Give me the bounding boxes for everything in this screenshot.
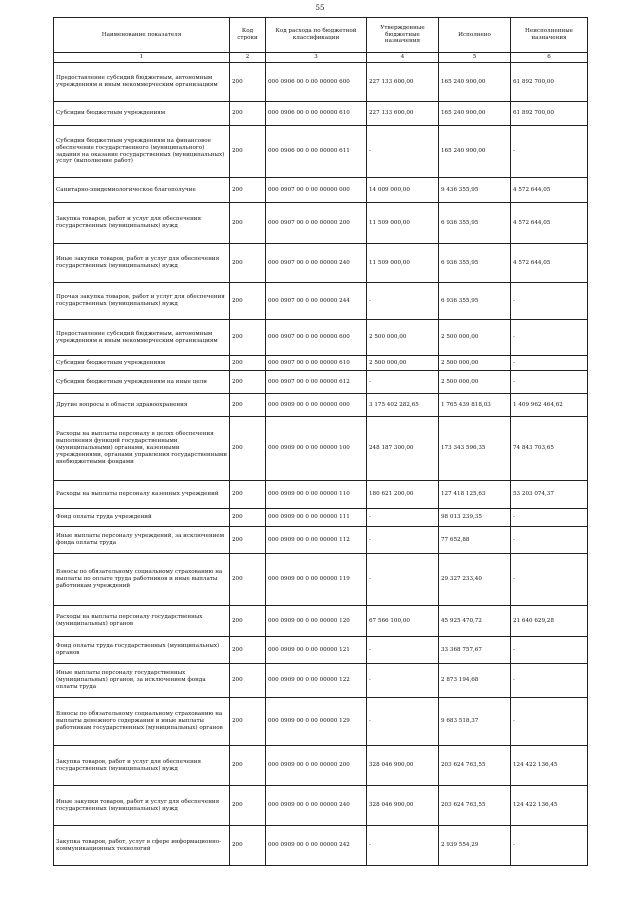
executed-amount: 6 936 355,95 (439, 283, 511, 320)
indicator-name: Взносы по обязательному социальному страхованию на выплаты по оплате труда работников и иные выплаты работникам учреждений (54, 554, 230, 606)
approved-amount: - (367, 664, 439, 698)
table-row (54, 606, 588, 637)
executed-amount: 165 240 900,00 (439, 102, 511, 126)
approved-amount: - (367, 527, 439, 554)
indicator-name: Расходы на выплаты персоналу государственных (муниципальных) органов (54, 606, 230, 637)
line-code: 200 (230, 244, 266, 283)
executed-amount: 127 418 125,63 (439, 481, 511, 509)
indicator-name: Иные выплаты персоналу государственных (муниципальных) органов, за исключением фонда оплаты труда (54, 664, 230, 698)
unexecuted-amount: - (511, 356, 588, 371)
line-code: 200 (230, 509, 266, 527)
unexecuted-amount: - (511, 371, 588, 394)
table-row (54, 320, 588, 356)
table-row (54, 637, 588, 664)
unexecuted-amount: - (511, 664, 588, 698)
unexecuted-amount: - (511, 126, 588, 178)
classification-code: 000 0907 00 0 00 00000 610 (266, 356, 367, 371)
executed-amount: 2 873 194,68 (439, 664, 511, 698)
table-row (54, 826, 588, 866)
header-approved-assignments: Утвержденные бюджетные назначения (367, 18, 439, 53)
unexecuted-amount: 74 843 703,65 (511, 417, 588, 481)
executed-amount: 45 925 470,72 (439, 606, 511, 637)
executed-amount: 98 013 239,35 (439, 509, 511, 527)
table-row (54, 664, 588, 698)
classification-code: 000 0906 00 0 00 00000 600 (266, 63, 367, 102)
approved-amount: 180 621 200,00 (367, 481, 439, 509)
approved-amount: - (367, 698, 439, 746)
approved-amount: - (367, 554, 439, 606)
table-row (54, 371, 588, 394)
classification-code: 000 0907 00 0 00 00000 612 (266, 371, 367, 394)
approved-amount: 2 500 000,00 (367, 356, 439, 371)
line-code: 200 (230, 283, 266, 320)
classification-code: 000 0909 00 0 00 00000 110 (266, 481, 367, 509)
approved-amount: 14 009 000,00 (367, 178, 439, 203)
header-executed: Исполнено (439, 18, 511, 53)
table-row (54, 356, 588, 371)
table-row (54, 178, 588, 203)
executed-amount: 203 624 763,55 (439, 746, 511, 786)
classification-code: 000 0907 00 0 00 00000 200 (266, 203, 367, 244)
indicator-name: Санитарно-эпидемиологическое благополучие (54, 178, 230, 203)
line-code: 200 (230, 826, 266, 866)
page-number: 55 (315, 4, 325, 12)
classification-code: 000 0909 00 0 00 00000 120 (266, 606, 367, 637)
line-code: 200 (230, 417, 266, 481)
approved-amount: 328 046 900,00 (367, 746, 439, 786)
approved-amount: 11 509 000,00 (367, 203, 439, 244)
executed-amount: 77 652,88 (439, 527, 511, 554)
indicator-name: Фонд оплаты труда учреждений (54, 509, 230, 527)
approved-amount: 328 046 900,00 (367, 786, 439, 826)
budget-execution-table (53, 17, 588, 866)
column-number: 5 (439, 53, 511, 63)
indicator-name: Предоставление субсидий бюджетным, автономным учреждениям и иным некоммерческим организациям (54, 63, 230, 102)
executed-amount: 173 343 596,35 (439, 417, 511, 481)
line-code: 200 (230, 63, 266, 102)
line-code: 200 (230, 320, 266, 356)
executed-amount: 165 240 900,00 (439, 126, 511, 178)
unexecuted-amount: - (511, 698, 588, 746)
indicator-name: Расходы на выплаты персоналу казенных учреждений (54, 481, 230, 509)
column-number-row (54, 53, 588, 63)
table-row (54, 698, 588, 746)
executed-amount: 2 500 000,00 (439, 371, 511, 394)
line-code: 200 (230, 786, 266, 826)
unexecuted-amount: 4 572 644,05 (511, 203, 588, 244)
executed-amount: 29 327 233,40 (439, 554, 511, 606)
executed-amount: 2 500 000,00 (439, 356, 511, 371)
unexecuted-amount: - (511, 320, 588, 356)
unexecuted-amount: 53 203 074,37 (511, 481, 588, 509)
classification-code: 000 0909 00 0 00 00000 111 (266, 509, 367, 527)
unexecuted-amount: 1 409 962 464,62 (511, 394, 588, 417)
classification-code: 000 0909 00 0 00 00000 200 (266, 746, 367, 786)
header-indicator-name: Наименование показателя (54, 18, 230, 53)
unexecuted-amount: 61 892 700,00 (511, 63, 588, 102)
indicator-name: Субсидии бюджетным учреждениям на иные цели (54, 371, 230, 394)
table-row (54, 746, 588, 786)
table-row (54, 63, 588, 102)
unexecuted-amount: - (511, 527, 588, 554)
classification-code: 000 0907 00 0 00 00000 240 (266, 244, 367, 283)
table-row (54, 244, 588, 283)
line-code: 200 (230, 356, 266, 371)
approved-amount: 227 133 600,00 (367, 102, 439, 126)
executed-amount: 33 368 757,67 (439, 637, 511, 664)
indicator-name: Иные выплаты персоналу учреждений, за исключением фонда оплаты труда (54, 527, 230, 554)
executed-amount: 1 765 439 818,03 (439, 394, 511, 417)
classification-code: 000 0909 00 0 00 00000 240 (266, 786, 367, 826)
column-number: 1 (54, 53, 230, 63)
line-code: 200 (230, 394, 266, 417)
table-row (54, 126, 588, 178)
table-row (54, 417, 588, 481)
line-code: 200 (230, 527, 266, 554)
table-row (54, 481, 588, 509)
indicator-name: Закупка товаров, работ и услуг для обеспечения государственных (муниципальных) нужд (54, 746, 230, 786)
unexecuted-amount: - (511, 509, 588, 527)
classification-code: 000 0909 00 0 00 00000 122 (266, 664, 367, 698)
executed-amount: 203 624 763,55 (439, 786, 511, 826)
table-row (54, 527, 588, 554)
executed-amount: 9 436 355,95 (439, 178, 511, 203)
line-code: 200 (230, 664, 266, 698)
executed-amount: 9 683 518,37 (439, 698, 511, 746)
table-row (54, 786, 588, 826)
indicator-name: Иные закупки товаров, работ и услуг для обеспечения государственных (муниципальных) нужд (54, 244, 230, 283)
indicator-name: Другие вопросы в области здравоохранения (54, 394, 230, 417)
table-row (54, 203, 588, 244)
classification-code: 000 0909 00 0 00 00000 121 (266, 637, 367, 664)
classification-code: 000 0906 00 0 00 00000 610 (266, 102, 367, 126)
line-code: 200 (230, 554, 266, 606)
classification-code: 000 0909 00 0 00 00000 119 (266, 554, 367, 606)
indicator-name: Взносы по обязательному социальному страхованию на выплаты денежного содержания и иные выплаты работникам государственных (муниципальных) органов (54, 698, 230, 746)
indicator-name: Фонд оплаты труда государственных (муниципальных) органов (54, 637, 230, 664)
classification-code: 000 0907 00 0 00 00000 244 (266, 283, 367, 320)
table-row (54, 554, 588, 606)
line-code: 200 (230, 637, 266, 664)
approved-amount: - (367, 371, 439, 394)
classification-code: 000 0909 00 0 00 00000 112 (266, 527, 367, 554)
column-number: 2 (230, 53, 266, 63)
line-code: 200 (230, 178, 266, 203)
indicator-name: Субсидии бюджетным учреждениям на финансовое обеспечение государственного (муниципального) задания на оказание государственных (муниципальных) услуг (выполнение работ) (54, 126, 230, 178)
line-code: 200 (230, 102, 266, 126)
approved-amount: - (367, 283, 439, 320)
column-number: 4 (367, 53, 439, 63)
approved-amount: - (367, 826, 439, 866)
approved-amount: - (367, 637, 439, 664)
header-line-code: Код строки (230, 18, 266, 53)
table-row (54, 394, 588, 417)
approved-amount: - (367, 509, 439, 527)
indicator-name: Расходы на выплаты персоналу в целях обеспечения выполнения функций государственными (муниципальными) органами, казенными учреждениями, органами управления государственными внебюджетными фондами (54, 417, 230, 481)
approved-amount: 248 187 300,00 (367, 417, 439, 481)
classification-code: 000 0906 00 0 00 00000 611 (266, 126, 367, 178)
executed-amount: 165 240 900,00 (439, 63, 511, 102)
classification-code: 000 0907 00 0 00 00000 000 (266, 178, 367, 203)
line-code: 200 (230, 698, 266, 746)
approved-amount: 11 509 000,00 (367, 244, 439, 283)
classification-code: 000 0909 00 0 00 00000 242 (266, 826, 367, 866)
approved-amount: 227 133 600,00 (367, 63, 439, 102)
executed-amount: 6 936 355,95 (439, 244, 511, 283)
indicator-name: Субсидии бюджетным учреждениям (54, 356, 230, 371)
line-code: 200 (230, 126, 266, 178)
unexecuted-amount: 61 892 700,00 (511, 102, 588, 126)
classification-code: 000 0909 00 0 00 00000 129 (266, 698, 367, 746)
executed-amount: 2 939 554,29 (439, 826, 511, 866)
unexecuted-amount: 4 572 644,05 (511, 244, 588, 283)
indicator-name: Закупка товаров, работ и услуг для обеспечения государственных (муниципальных) нужд (54, 203, 230, 244)
unexecuted-amount: - (511, 554, 588, 606)
approved-amount: 2 500 000,00 (367, 320, 439, 356)
classification-code: 000 0909 00 0 00 00000 100 (266, 417, 367, 481)
column-number: 6 (511, 53, 588, 63)
line-code: 200 (230, 481, 266, 509)
header-unexecuted-assignments: Неисполненные назначения (511, 18, 588, 53)
classification-code: 000 0909 00 0 00 00000 000 (266, 394, 367, 417)
table-row (54, 283, 588, 320)
indicator-name: Прочая закупка товаров, работ и услуг для обеспечения государственных (муниципальных) нужд (54, 283, 230, 320)
unexecuted-amount: 124 422 136,45 (511, 786, 588, 826)
executed-amount: 6 936 355,95 (439, 203, 511, 244)
approved-amount: 67 566 100,00 (367, 606, 439, 637)
line-code: 200 (230, 606, 266, 637)
unexecuted-amount: 124 422 136,45 (511, 746, 588, 786)
line-code: 200 (230, 203, 266, 244)
column-number: 3 (266, 53, 367, 63)
header-budget-classification-code: Код расхода по бюджетной классификации (266, 18, 367, 53)
unexecuted-amount: - (511, 283, 588, 320)
table-row (54, 509, 588, 527)
approved-amount: - (367, 126, 439, 178)
indicator-name: Закупка товаров, работ, услуг в сфере информационно-коммуникационных технологий (54, 826, 230, 866)
approved-amount: 3 175 402 282,65 (367, 394, 439, 417)
line-code: 200 (230, 746, 266, 786)
indicator-name: Предоставление субсидий бюджетным, автономным учреждениям и иным некоммерческим организациям (54, 320, 230, 356)
line-code: 200 (230, 371, 266, 394)
executed-amount: 2 500 000,00 (439, 320, 511, 356)
table-row (54, 102, 588, 126)
unexecuted-amount: - (511, 637, 588, 664)
classification-code: 000 0907 00 0 00 00000 600 (266, 320, 367, 356)
unexecuted-amount: - (511, 826, 588, 866)
indicator-name: Субсидии бюджетным учреждениям (54, 102, 230, 126)
unexecuted-amount: 21 640 629,28 (511, 606, 588, 637)
unexecuted-amount: 4 572 644,05 (511, 178, 588, 203)
indicator-name: Иные закупки товаров, работ и услуг для обеспечения государственных (муниципальных) нужд (54, 786, 230, 826)
